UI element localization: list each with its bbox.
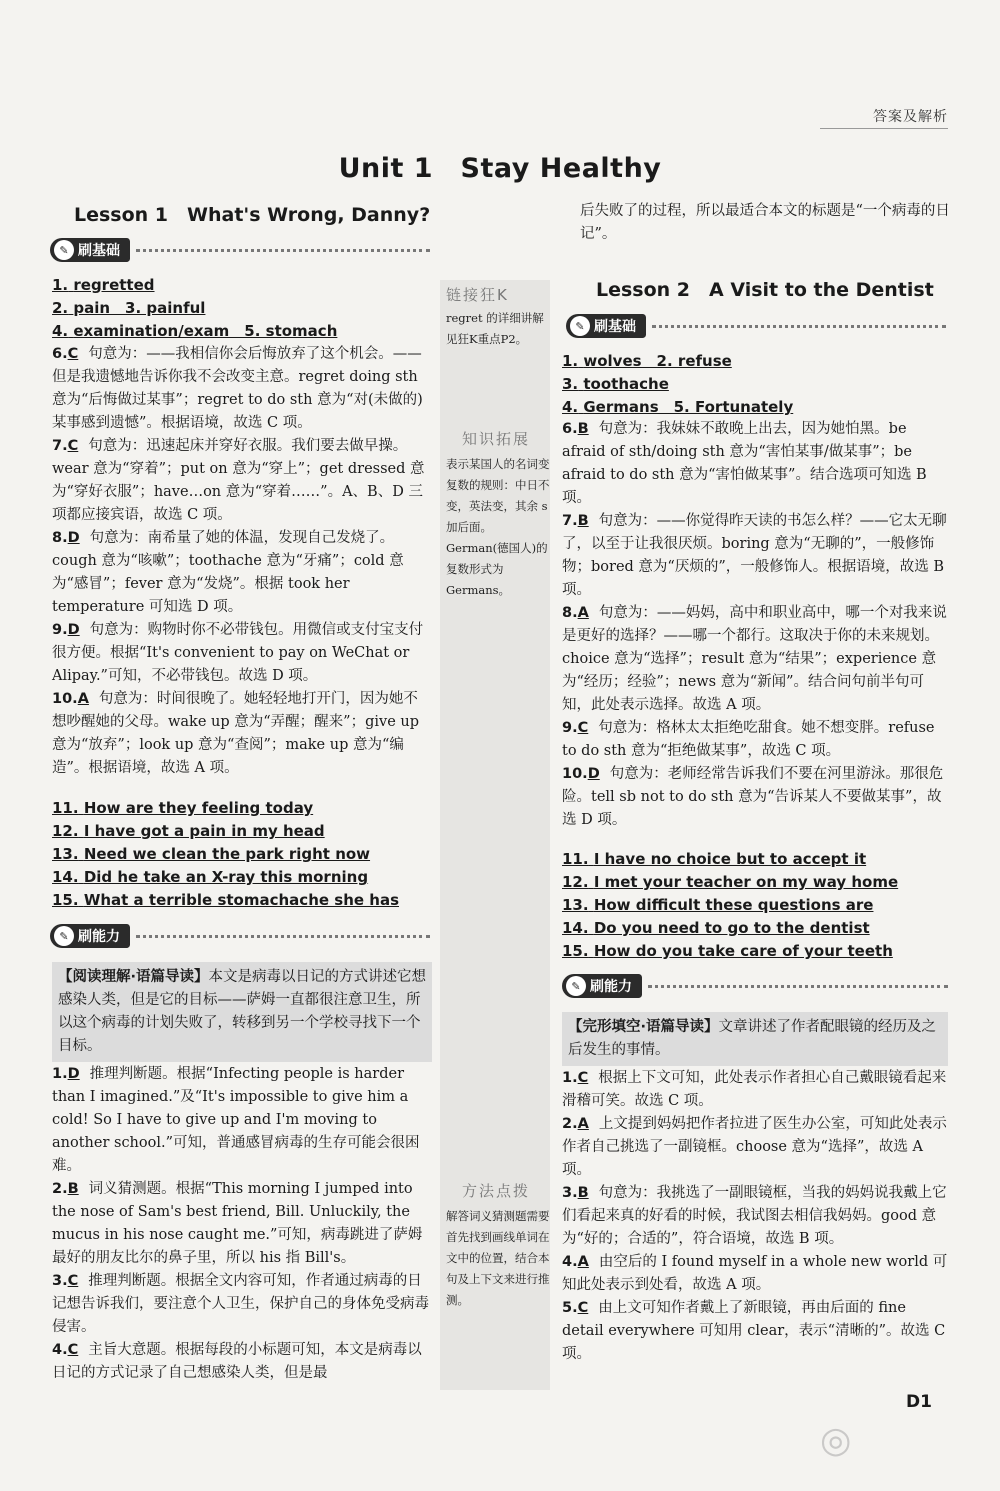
cloze-item-2: 2.A 上文提到妈妈把作者拉进了医生办公室，可知此处表示作者自己挑选了一副镜框。choose 意为“选择”，故选 A 项。 — [562, 1116, 947, 1178]
guide-label: 【阅读理解·语篇导读】 — [58, 969, 209, 985]
page-number: D1 — [906, 1392, 932, 1412]
lesson2-title: Lesson 2 A Visit to the Dentist — [596, 279, 934, 301]
ability-badge-label: 刷能力 — [590, 979, 632, 995]
basic-item-1: 1. wolves 2. refuse — [562, 352, 732, 370]
lesson1-mc-list — [52, 343, 432, 780]
header-section-tag: 答案及解析 — [873, 109, 948, 125]
lesson1-title: Lesson 1 What's Wrong, Danny? — [74, 204, 431, 226]
method-note-text: 解答词义猜测题需要首先找到画线单词在文中的位置，结合本句及上下文来进行推测。 — [446, 1209, 550, 1307]
sentence-item-15: 15. How do you take care of your teeth — [562, 942, 893, 960]
ability-badge-pill — [50, 924, 130, 948]
basic-badge-label: 刷基础 — [78, 243, 120, 259]
lesson2-basic-list — [562, 350, 942, 419]
sentence-item-12: 12. I have got a pain in my head — [52, 822, 325, 840]
mc-item-8: 8.D 句意为：南希量了她的体温，发现自己发烧了。cough 意为“咳嗽”；toothache 意为“牙痛”；cold 意为“感冒”；fever 意为“发烧”。根据 took her temperature 可知选 D 项。 — [52, 530, 404, 615]
badge-dotted-rule — [136, 249, 430, 252]
brush-icon: ✎ — [566, 976, 586, 996]
method-note-heading: 方法点拨 — [462, 1182, 531, 1200]
mc-item-9: 9.C 句意为：格林太太拒绝吃甜食。她不想变胖。refuse to do sth 意为“拒绝做某事”，故选 C 项。 — [562, 720, 935, 759]
brush-icon: ✎ — [54, 240, 74, 260]
reading-item-1: 1.D 推理判断题。根据“Infecting people is harder than I imagined.”及“It's impossible to give him a cold! So I have to give up and I'm moving to another school.”可知，普通感冒病毒的生存可能会很困难。 — [52, 1066, 420, 1174]
lesson2-cloze-guide — [562, 1012, 948, 1066]
lesson1-reading-list — [52, 1063, 432, 1385]
basic-badge-pill — [50, 238, 130, 262]
guide-text: 本文是病毒以日记的方式讲述它想感染人类，但是它的目标——萨姆一直都很注意卫生，所以这个病毒的计划失败了，转移到另一个学校寻找下一个目标。 — [58, 969, 427, 1054]
sentence-item-13: 13. How difficult these questions are — [562, 896, 874, 914]
reading-item-3: 3.C 推理判断题。根据全文内容可知，作者通过病毒的日记想告诉我们，要注意个人卫生，保护自己的身体免受病毒侵害。 — [52, 1273, 429, 1335]
cloze-item-5: 5.C 由上文可知作者戴上了新眼镜，再由后面的 fine detail everywhere 可知用 clear，表示“清晰的”。故选 C 项。 — [562, 1300, 946, 1362]
right-continuation-text: 后失败了的过程，所以最适合本文的标题是“一个病毒的日记”。 — [580, 203, 950, 242]
basic-badge-label: 刷基础 — [594, 319, 636, 335]
guide-text: 文章讲述了作者配眼镜的经历及之后发生的事情。 — [568, 1019, 937, 1058]
mc-item-9: 9.D 句意为：购物时你不必带钱包。用微信或支付宝支付很方便。根据“It's convenient to pay on WeChat or Alipay.”可知，不必带钱包。故选 D 项。 — [52, 622, 424, 684]
basic-badge-pill — [566, 314, 646, 338]
sentence-item-14: 14. Do you need to go to the dentist — [562, 919, 870, 937]
reading-item-2: 2.B 词义猜测题。根据“This morning I jumped into the nose of Sam's best friend, Bill. Unluckily, the mucus in his nose caught me.”可知，病毒跳进了萨姆最好的朋友比尔的鼻子里，所以 his 指 Bill's。 — [52, 1181, 423, 1266]
brush-icon: ✎ — [54, 926, 74, 946]
basic-item-1: 1. regretted — [52, 276, 155, 294]
basic-item-2: 2. pain 3. painful — [52, 299, 206, 317]
sentence-item-15: 15. What a terrible stomachache she has — [52, 891, 399, 909]
knowledge-note-heading: 知识拓展 — [462, 430, 531, 448]
mc-item-6: 6.B 句意为：我妹妹不敢晚上出去，因为她怕黑。be afraid of sth/doing sth 意为“害怕某事/做某事”；be afraid to do sth 意为“害怕做某事”。结合选项可知选 B 项。 — [562, 421, 927, 506]
basic-item-2: 3. toothache — [562, 375, 669, 393]
lesson2-cloze-list — [562, 1067, 948, 1366]
ability-badge-label: 刷能力 — [78, 929, 120, 945]
lesson1-sentence-list — [52, 797, 432, 912]
badge-dotted-rule — [648, 985, 948, 988]
lesson1-ability-badge — [50, 922, 430, 950]
lesson2-sentence-list — [562, 848, 948, 963]
lesson2-mc-list — [562, 418, 948, 832]
cloze-item-4: 4.A 由空后的 I found myself in a whole new world 可知此处表示到处看，故选 A 项。 — [562, 1254, 948, 1293]
badge-dotted-rule — [652, 325, 946, 328]
sentence-item-13: 13. Need we clean the park right now — [52, 845, 371, 863]
knowledge-note-text: 表示某国人的名词变复数的规则：中日不变，英法变，其余 s 加后面。German(德国人)的复数形式为 Germans。 — [446, 457, 550, 597]
lesson2-basic-badge — [566, 312, 946, 340]
brush-icon: ✎ — [570, 316, 590, 336]
guide-label: 【完形填空·语篇导读】 — [568, 1019, 719, 1035]
mc-item-10: 10.D 句意为：老师经常告诉我们不要在河里游泳。那很危险。tell sb not to do sth 意为“告诉某人不要做某事”，故选 D 项。 — [562, 766, 944, 828]
lesson2-ability-badge — [562, 972, 948, 1000]
sentence-item-12: 12. I met your teacher on my way home — [562, 873, 899, 891]
sentence-item-11: 11. How are they feeling today — [52, 799, 314, 817]
link-note-text: regret 的详细讲解见狂K重点P2。 — [446, 311, 544, 346]
mc-item-10: 10.A 句意为：时间很晚了。她轻轻地打开门，因为她不想吵醒她的父母。wake up 意为“弄醒；醒来”；give up 意为“放弃”；look up 意为“查阅”；make up 意为“编造”。根据语境，故选 A 项。 — [52, 691, 420, 776]
sentence-item-14: 14. Did he take an X-ray this morning — [52, 868, 369, 886]
basic-item-3: 4. examination/exam 5. stomach — [52, 322, 338, 340]
mc-item-6: 6.C 句意为：——我相信你会后悔放弃了这个机会。——但是我遗憾地告诉你我不会改变主意。regret doing sth 意为“后悔做过某事”；regret to do sth 意为“对(未做的)某事感到遗憾”。根据语境，故选 C 项。 — [52, 346, 423, 431]
lesson1-basic-badge — [50, 236, 430, 264]
badge-dotted-rule — [136, 935, 430, 938]
mc-item-7: 7.C 句意为：迅速起床并穿好衣服。我们要去做早操。wear 意为“穿着”；put on 意为“穿上”；get dressed 意为“穿好衣服”；have…on 意为“穿着……”。A、B、D 三项都应接宾语，故选 C 项。 — [52, 438, 425, 523]
reading-item-4: 4.C 主旨大意题。根据每段的小标题可知，本文是病毒以日记的方式记录了自己想感染人类，但是最 — [52, 1342, 422, 1381]
cloze-item-3: 3.B 句意为：我挑选了一副眼镜框，当我的妈妈说我戴上它们看起来真的好看的时候，我试图去相信我妈妈。good 意为“好的；合适的”，符合语境，故选 B 项。 — [562, 1185, 947, 1247]
mc-item-7: 7.B 句意为：——你觉得昨天读的书怎么样？——它太无聊了，以至于让我很厌烦。boring 意为“无聊的”，一般修饰物；bored 意为“厌烦的”，一般修饰人。根据语境，故选 B 项。 — [562, 513, 947, 598]
sentence-item-11: 11. I have no choice but to accept it — [562, 850, 867, 868]
header-rule — [820, 128, 948, 129]
basic-item-3: 4. Germans 5. Fortunately — [562, 398, 794, 416]
ability-badge-pill — [562, 974, 642, 998]
lesson1-basic-list — [52, 274, 432, 343]
watermark-logo: ◎ — [820, 1420, 854, 1461]
unit-title: Unit 1 Stay Healthy — [338, 153, 662, 184]
mc-item-8: 8.A 句意为：——妈妈，高中和职业高中，哪一个对我来说是更好的选择？——哪一个都行。这取决于你的未来规划。choice 意为“选择”；result 意为“结果”；experience 意为“经历；经验”；news 意为“新闻”。结合问句前半句可知，此处表示选择。故选 A 项。 — [562, 605, 947, 713]
link-note-heading: 链接狂K — [446, 286, 509, 304]
cloze-item-1: 1.C 根据上下文可知，此处表示作者担心自己戴眼镜看起来滑稽可笑。故选 C 项。 — [562, 1070, 947, 1109]
lesson1-reading-guide — [52, 962, 432, 1062]
